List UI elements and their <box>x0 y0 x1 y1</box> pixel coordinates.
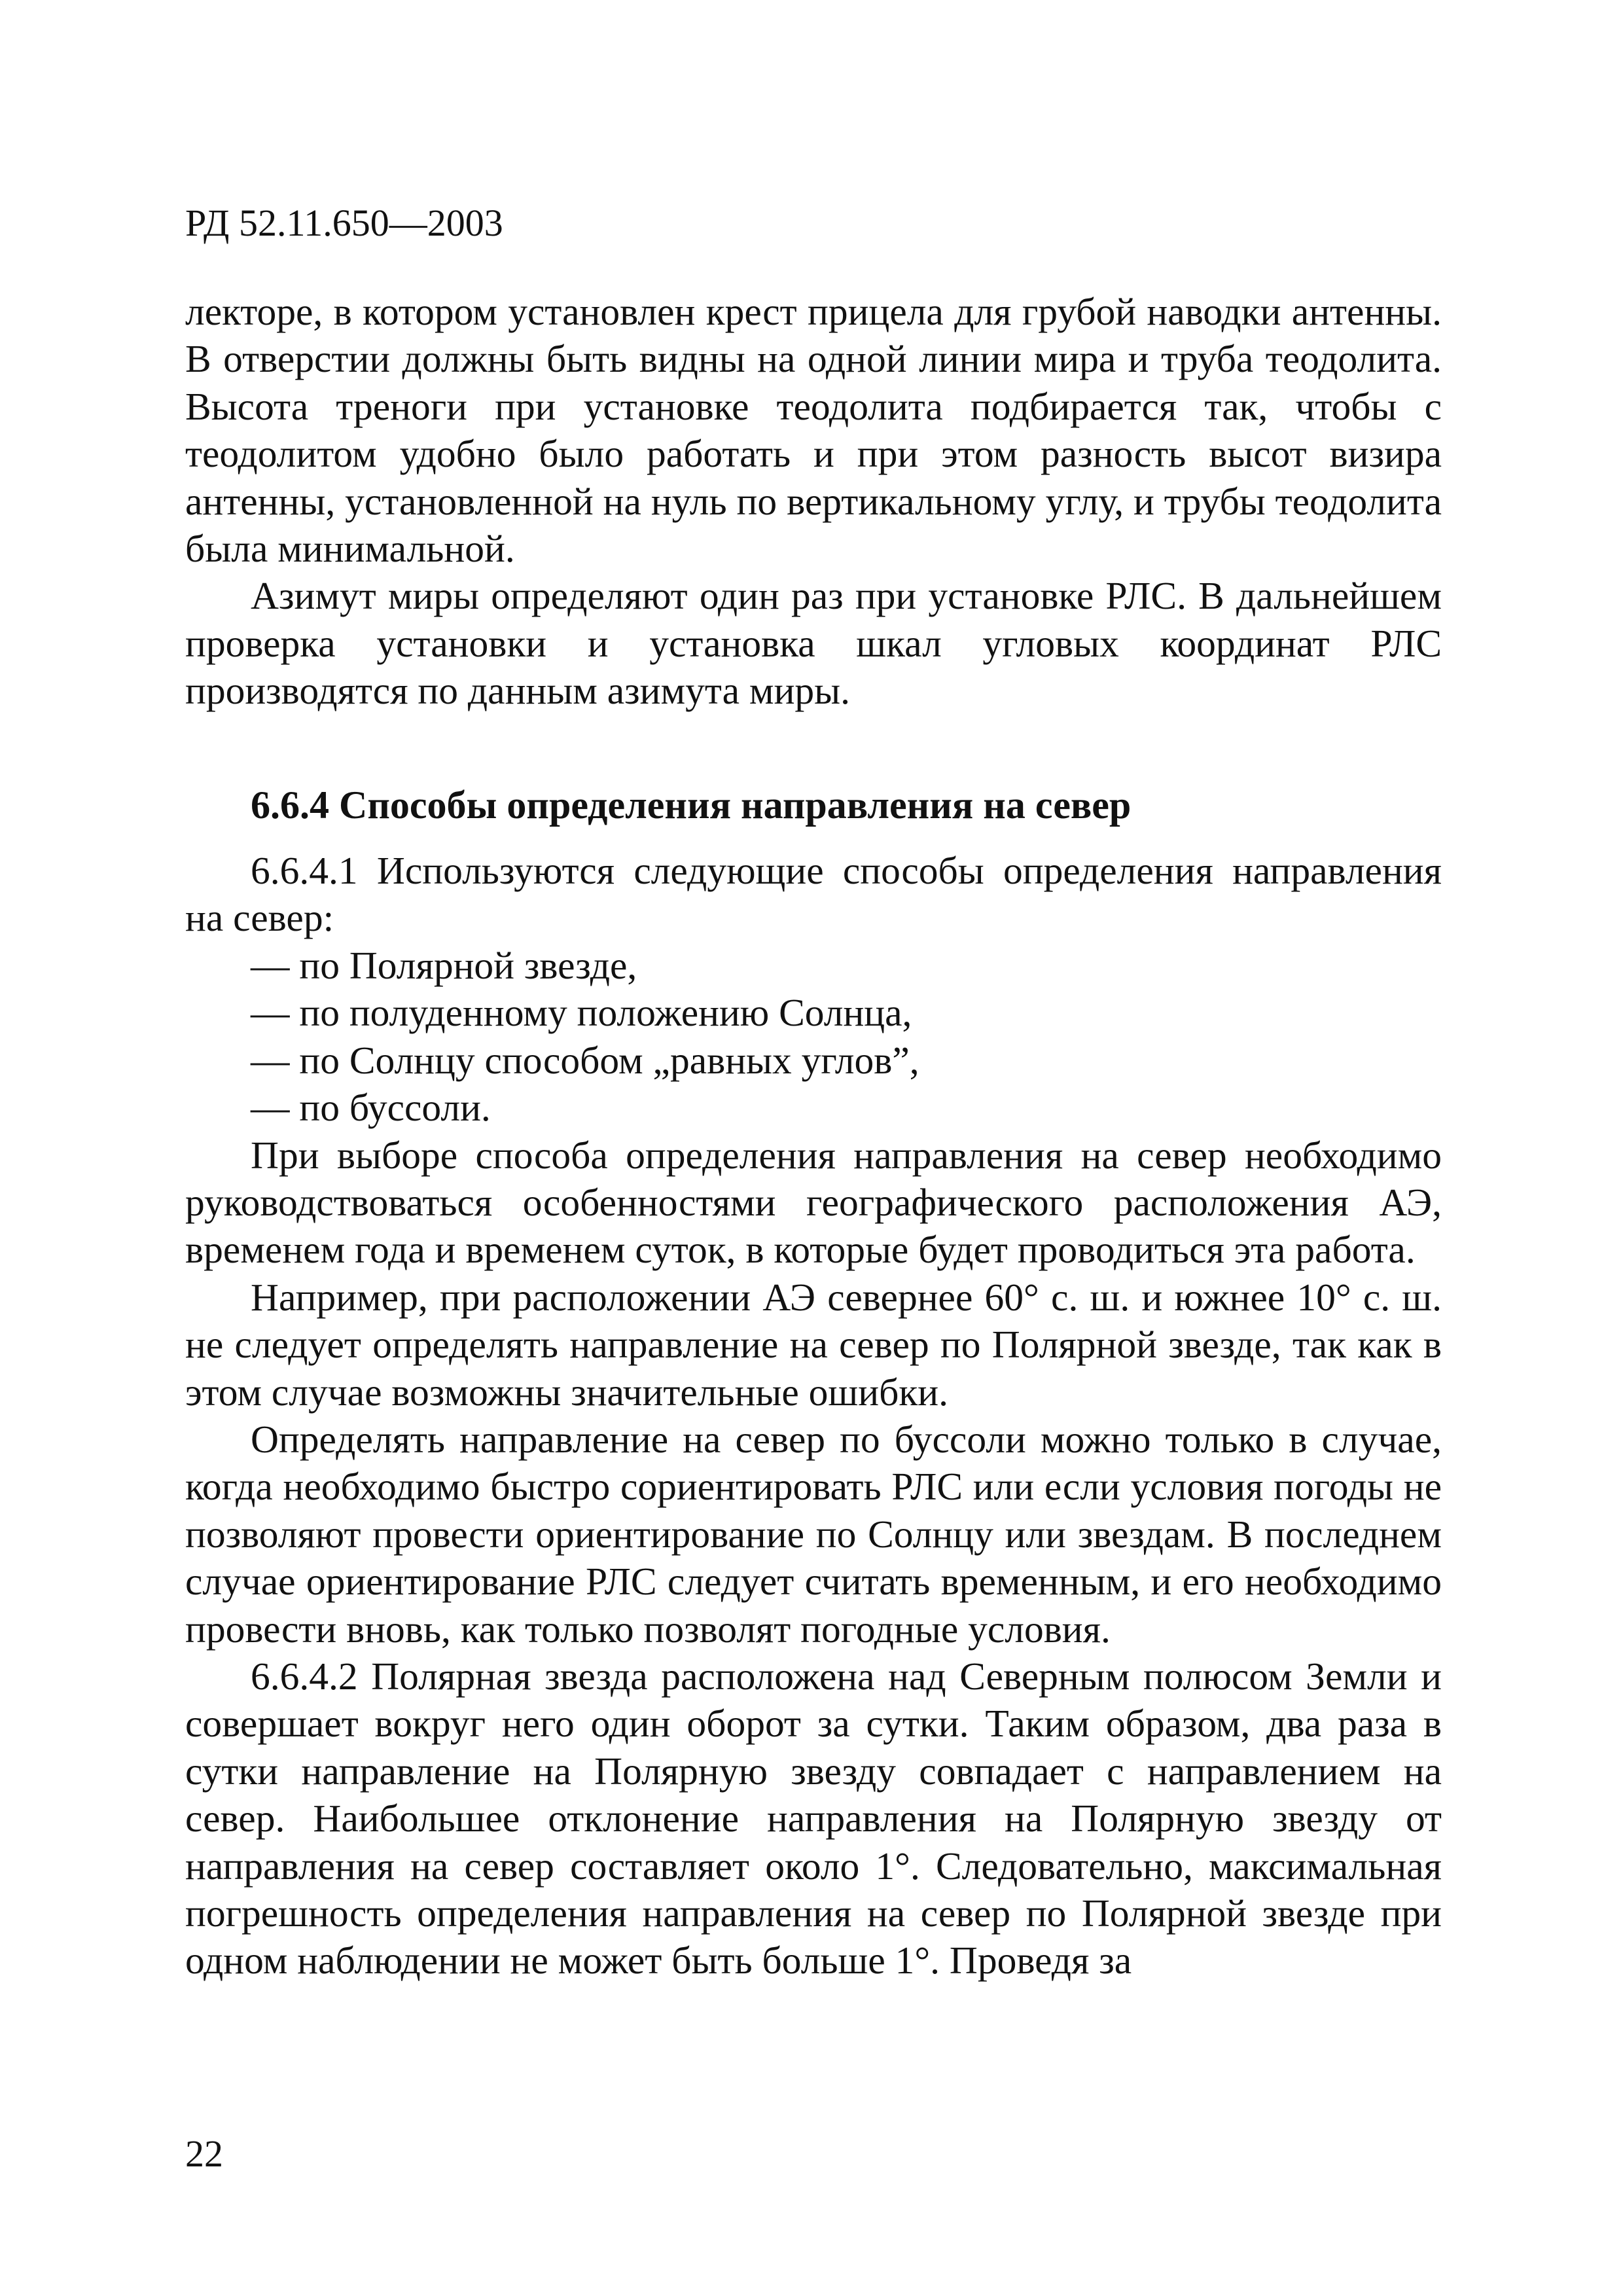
list-item: — по Солнцу способом „равных углов”, <box>251 1038 919 1082</box>
document-body <box>185 288 1442 1984</box>
page-number: 22 <box>185 2132 223 2175</box>
paragraph-methods-intro: 6.6.4.1 Используются следующие способы определения направления на север: <box>185 849 1442 940</box>
list-item: — по полуденному положению Солнца, <box>251 991 912 1035</box>
paragraph-example: Например, при расположении АЭ севернее 60° с. ш. и южнее 10° с. ш. не следует определять направление на север по Полярной звезде, так как в этом случае возможны значительные ошибки. <box>185 1275 1442 1414</box>
list-item: — по буссоли. <box>251 1086 491 1130</box>
paragraph-method-choice: При выборе способа определения направления на север необходимо руководствоваться особенностями географического расположения АЭ, временем года и временем суток, в которые будет проводиться эта работа. <box>185 1133 1442 1272</box>
paragraph-polaris: 6.6.4.2 Полярная звезда расположена над Северным полюсом Земли и совершает вокруг него один оборот за сутки. Таким образом, два раза в сутки направление на Полярную звезду совпадает с направлением на север. Наибольшее отклонение направления на Полярную звезду от направления на север составляет около 1°. Следовательно, максимальная погрешность определения направления на север по Полярной звезде при одном наблюдении не может быть больше 1°. Проведя за <box>185 1654 1442 1982</box>
paragraph-theodolite-setup: лекторе, в котором установлен крест прицела для грубой наводки антенны. В отверстии должны быть видны на одной линии мира и труба теодолита. Высота треноги при установке теодолита подбирается так, чтобы с теодолитом удобно было работать и при этом разность высот визира антенны, установленной на нуль по вертикальному углу, и трубы теодолита была минимальной. <box>185 290 1442 571</box>
paragraph-compass: Определять направление на север по буссоли можно только в случае, когда необходимо быстро сориентировать РЛС или если условия погоды не позволяют провести ориентирование по Солнцу или звездам. В последнем случае ориентирование РЛС следует считать временным, и его необходимо провести вновь, как только позволят погодные условия. <box>185 1417 1442 1651</box>
paragraph-azimuth: Азимут миры определяют один раз при установке РЛС. В дальнейшем проверка установки и установка шкал угловых координат РЛС производятся по данным азимута миры. <box>185 574 1442 713</box>
section-heading: 6.6.4 Способы определения направления на север <box>251 783 1132 827</box>
document-code-header: РД 52.11.650—2003 <box>185 202 503 244</box>
list-item: — по Полярной звезде, <box>251 943 637 987</box>
